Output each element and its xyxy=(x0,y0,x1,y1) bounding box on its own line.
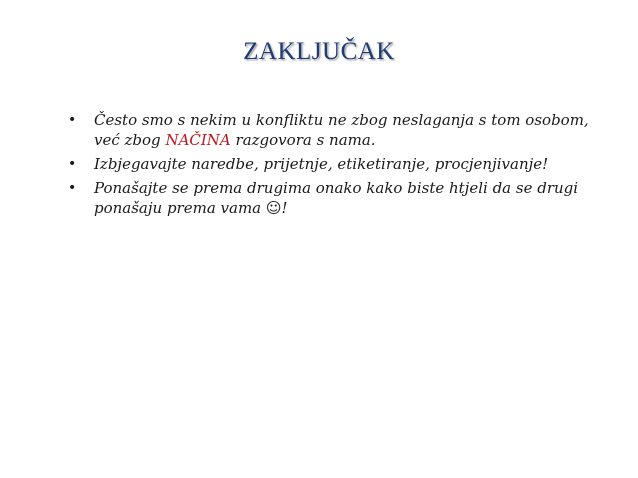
bullet-2-text: Izbjegavajte naredbe, prijetnje, etiketiranje, procjenjivanje! xyxy=(94,155,549,173)
slide-title: ZAKLJUČAK xyxy=(243,38,395,65)
bullet-item-2 xyxy=(60,154,600,174)
bullet-item-1 xyxy=(60,110,600,150)
bullet-3-text-before: Ponašajte se prema drugima onako kako biste htjeli da se drugi ponašaju prema vama xyxy=(94,179,579,217)
bullet-dot-icon: • xyxy=(68,180,77,196)
bullet-dot-icon: • xyxy=(68,156,77,172)
bullet-item-3 xyxy=(60,178,600,218)
bullet-3-text-after: ! xyxy=(281,199,288,217)
bullet-1-text-after: razgovora s nama. xyxy=(230,131,376,149)
bullet-dot-icon: • xyxy=(68,112,77,128)
bullet-list xyxy=(60,110,600,222)
bullet-1-text-before: Često smo s nekim u konfliktu ne zbog neslaganja s tom osobom, već zbog xyxy=(94,111,589,149)
bullet-1-highlight: NAČINA xyxy=(165,131,231,149)
smiley-icon: ☺ xyxy=(265,199,282,217)
